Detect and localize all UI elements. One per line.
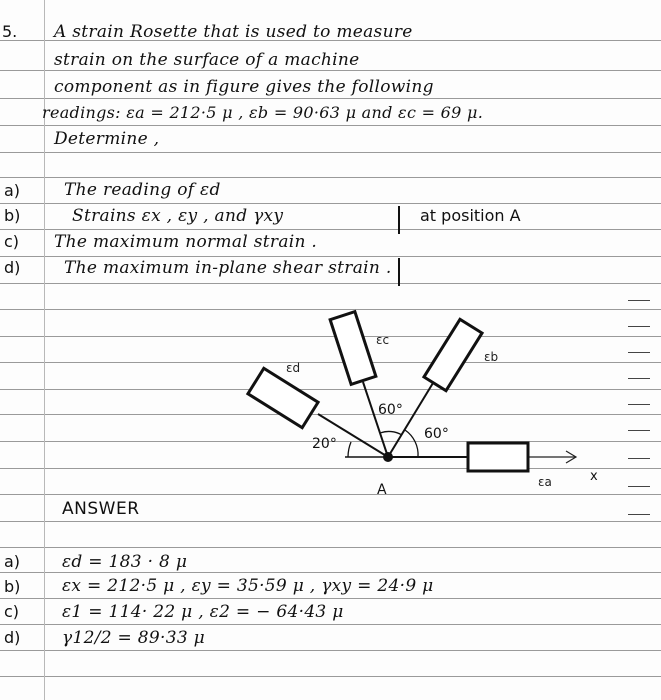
label-eb: εb	[484, 350, 499, 364]
angle-label-left: 20°	[312, 436, 337, 452]
problem-line-1: A strain Rosette that is used to measure	[54, 22, 413, 42]
point-a-dot	[383, 452, 393, 462]
question-text-c: The maximum normal strain .	[54, 232, 318, 252]
problem-line-5: Determine ,	[54, 129, 160, 149]
position-note: at position A	[420, 206, 521, 225]
problem-line-3: component as in figure gives the following	[54, 77, 434, 97]
answer-label-c: c)	[4, 602, 20, 621]
answer-text-a: εd = 183 · 8 μ	[62, 552, 188, 572]
gauge-d	[248, 368, 318, 427]
answer-label-b: b)	[4, 577, 21, 596]
question-label-b: b)	[4, 206, 21, 225]
answer-label-d: d)	[4, 628, 21, 647]
gauge-b-line	[388, 383, 433, 457]
gauge-a	[468, 443, 528, 471]
question-label-c: c)	[4, 232, 20, 251]
answer-text-b: εx = 212·5 μ , εy = 35·59 μ , γxy = 24·9 μ	[62, 576, 434, 596]
angle-label-right: 60°	[424, 426, 449, 442]
angle-arc-right	[405, 430, 418, 457]
gauge-c	[330, 312, 376, 385]
label-ed: εd	[286, 361, 301, 375]
question-label-a: a)	[4, 181, 21, 200]
point-label: A	[377, 482, 387, 498]
angle-arc-left	[348, 442, 351, 457]
gauge-b	[424, 319, 482, 390]
problem-line-4: readings: εa = 212·5 μ , εb = 90·63 μ and εc = 69 μ.	[42, 103, 484, 122]
question-text-d: The maximum in-plane shear strain .	[64, 258, 392, 278]
label-ea: εa	[538, 475, 552, 489]
angle-arc-top	[380, 431, 402, 435]
question-text-b: Strains εx , εy , and γxy	[72, 206, 284, 226]
gauge-c-line	[363, 382, 388, 457]
axis-label: x	[590, 469, 598, 484]
answer-label-a: a)	[4, 552, 21, 571]
angle-label-top: 60°	[378, 402, 403, 418]
question-label-d: d)	[4, 258, 21, 277]
answer-text-c: ε1 = 114· 22 μ , ε2 = − 64·43 μ	[62, 602, 344, 622]
problem-line-2: strain on the surface of a machine	[54, 50, 360, 70]
label-ec: εc	[376, 333, 390, 347]
answer-heading: ANSWER	[62, 499, 140, 519]
answer-text-d: γ12/2 = 89·33 μ	[62, 628, 206, 648]
question-text-a: The reading of εd	[64, 180, 221, 200]
problem-number: 5.	[2, 22, 18, 41]
